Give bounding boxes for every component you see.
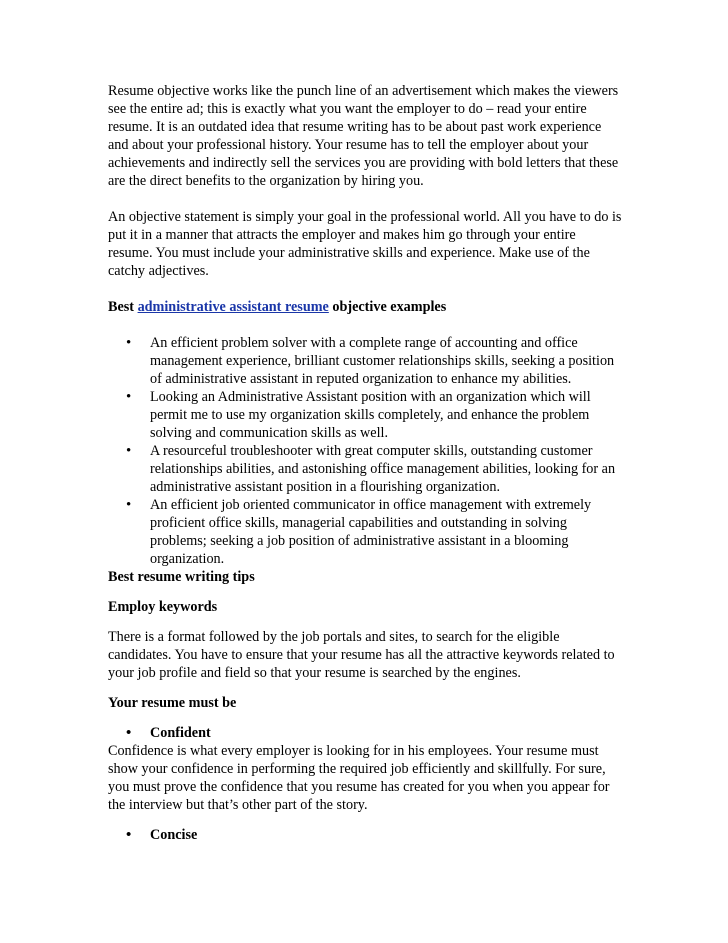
keywords-paragraph: There is a format followed by the job portals and sites, to search for the eligible candidates. You have to ensure that your resume has all the attractive keywords related to your job profile and field so that your resume is searched by the engines.	[108, 629, 615, 681]
confident-paragraph: Confidence is what every employer is looking for in his employees. Your resume must show your confidence in performing the required job efficiently and skillfully. For sure, you must prove the confidence that you resume has created for you when you appear for the interview but that’s other part of the story.	[108, 743, 610, 813]
list-item: • Looking an Administrative Assistant position with an organization which will permit me to use my organization skills completely, and enhance the problem solving and communication skills as well.	[150, 388, 622, 442]
confident-item: • Confident	[150, 724, 622, 742]
list-item: • An efficient job oriented communicator in office management with extremely proficient office skills, managerial capabilities and outstanding in solving problems; seeking a job position of administrative assistant in a blooming organization.	[150, 496, 622, 568]
objective-paragraph: An objective statement is simply your goal in the professional world. All you have to do is put it in a manner that attracts the employer and makes him go through your entire resume. You must include your administrative skills and experience. Make use of the catchy adjectives.	[108, 209, 622, 279]
concise-item: • Concise	[150, 826, 622, 844]
must-be-heading: Your resume must be	[108, 695, 237, 711]
keywords-heading: Employ keywords	[108, 599, 218, 615]
confident-list	[108, 724, 622, 742]
tips-heading: Best resume writing tips	[108, 569, 255, 585]
list-item: • A resourceful troubleshooter with great computer skills, outstanding customer relationships abilities, and astonishing office management abilities, looking for an administrative assistant position in a flourishing organization.	[150, 442, 622, 496]
concise-list	[108, 826, 622, 844]
examples-heading-suffix: objective examples	[328, 299, 447, 315]
intro-paragraph: Resume objective works like the punch line of an advertisement which makes the viewers see the entire ad; this is exactly what you want the employer to do – read your entire resume. It is an outdated idea that resume writing has to be about past work experience and about your professional history. Your resume has to tell the employer about your achievements and indirectly sell the services you are providing with bold letters that these are the direct benefits to the organization by hiring you.	[108, 83, 619, 189]
examples-heading	[108, 298, 622, 316]
examples-heading-prefix: Best	[108, 299, 138, 315]
administrative-assistant-resume-link[interactable]: administrative assistant resume	[137, 299, 329, 315]
examples-list	[108, 334, 622, 568]
list-item: • An efficient problem solver with a complete range of accounting and office management experience, brilliant customer relationships skills, seeking a position of administrative assistant in reputed organization to enhance my abilities.	[150, 334, 622, 388]
